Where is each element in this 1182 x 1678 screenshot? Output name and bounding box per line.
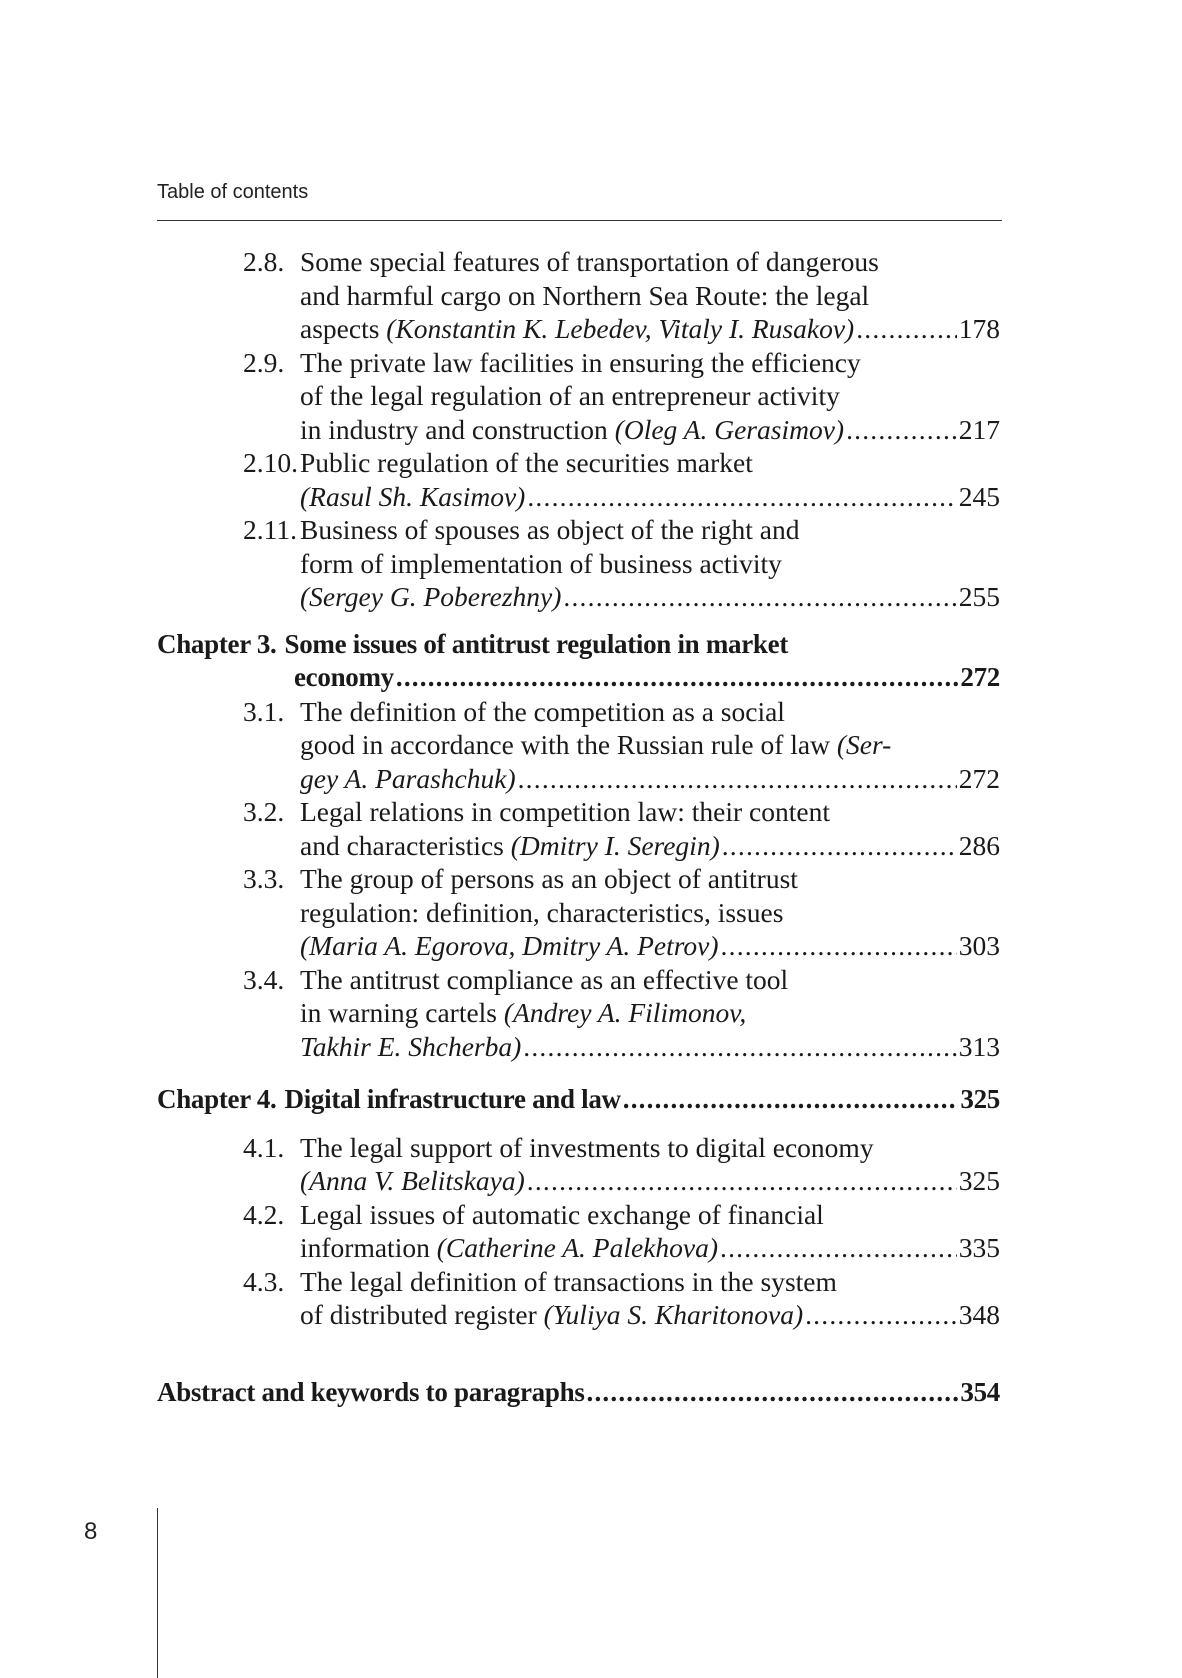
entry-title-cont: good in accordance with the Russian rule of law bbox=[300, 729, 830, 760]
entry-author: (Anna V. Belitskaya) bbox=[300, 1165, 525, 1196]
entry-number: 3.3. bbox=[243, 863, 285, 894]
entry-title: The antitrust compliance as an effective tool bbox=[300, 963, 789, 995]
chapter-page: 325 bbox=[960, 1084, 1000, 1114]
entry-title: Public regulation of the securities market bbox=[300, 447, 753, 478]
entry-title-cont: regulation: definition, characteristics, issues bbox=[300, 896, 784, 928]
entry-author: (Andrey A. Filimonov, bbox=[503, 997, 747, 1028]
entry-page: 335 bbox=[958, 1232, 1000, 1263]
entry-title-cont: and characteristics bbox=[300, 829, 504, 861]
entry-page: 303 bbox=[958, 930, 1000, 961]
toc-entry-4-1[interactable] bbox=[157, 1131, 1000, 1198]
toc-entry-3-2[interactable] bbox=[157, 795, 1000, 862]
entry-author: (Maria A. Egorova, Dmitry A. Petrov) bbox=[300, 930, 719, 961]
entry-title-cont: in warning cartels bbox=[300, 997, 498, 1028]
chapter-number: Chapter 4. bbox=[157, 1084, 277, 1114]
entry-page: 286 bbox=[958, 829, 1000, 861]
entry-number: 3.1. bbox=[243, 695, 285, 727]
dot-leader bbox=[720, 1231, 957, 1265]
entry-title: Legal relations in competition law: their content bbox=[300, 796, 830, 827]
entry-title: The private law facilities in ensuring the efficiency bbox=[300, 346, 861, 378]
entry-title: Business of spouses as object of the right and bbox=[300, 514, 800, 545]
entry-page: 325 bbox=[958, 1165, 1000, 1196]
toc-entry-2-10[interactable] bbox=[157, 446, 1000, 513]
dot-leader bbox=[623, 1083, 959, 1117]
entry-author: (Ser- bbox=[836, 729, 892, 760]
chapter-title: Some issues of antitrust regulation in market bbox=[284, 628, 789, 659]
entry-page: 255 bbox=[958, 581, 1000, 612]
entry-number: 3.4. bbox=[243, 963, 285, 995]
toc-entry-2-9[interactable] bbox=[157, 346, 1000, 447]
dot-leader bbox=[518, 762, 957, 796]
entry-title: The group of persons as an object of antitrust bbox=[300, 863, 798, 894]
toc-entry-2-8[interactable] bbox=[157, 245, 1000, 346]
toc-chapter-4[interactable] bbox=[157, 1083, 1000, 1117]
running-header: Table of contents bbox=[157, 181, 309, 203]
dot-leader bbox=[527, 480, 956, 514]
entry-author: (Dmitry I. Seregin) bbox=[510, 829, 720, 861]
table-of-contents bbox=[157, 245, 1000, 1409]
dot-leader bbox=[856, 312, 957, 346]
dot-leader bbox=[587, 1376, 959, 1410]
entry-page: 348 bbox=[958, 1299, 1000, 1330]
entry-page: 245 bbox=[958, 480, 1000, 512]
entry-author-cont: Takhir E. Shcherba) bbox=[300, 1030, 522, 1062]
entry-page: 178 bbox=[958, 313, 1000, 344]
dot-leader bbox=[563, 580, 956, 614]
entry-title-cont: of distributed register bbox=[300, 1299, 537, 1330]
dot-leader bbox=[523, 1030, 956, 1064]
entry-author: (Sergey G. Poberezhny) bbox=[300, 581, 562, 612]
entry-author: (Yuliya S. Kharitonova) bbox=[543, 1299, 804, 1330]
abstract-page: 354 bbox=[960, 1376, 1000, 1407]
dot-leader bbox=[805, 1298, 957, 1332]
entry-author: (Konstantin K. Lebedev, Vitaly I. Rusakov) bbox=[386, 313, 855, 344]
entry-title: The legal definition of transactions in the system bbox=[300, 1265, 837, 1297]
toc-abstract[interactable] bbox=[157, 1376, 1000, 1410]
header-rule bbox=[157, 220, 1002, 221]
entry-number: 4.3. bbox=[243, 1265, 285, 1297]
entry-author-cont: gey A. Parashchuk) bbox=[300, 762, 516, 794]
folio-rule bbox=[157, 1508, 158, 1678]
entry-title-cont: form of implementation of business activity bbox=[300, 547, 782, 579]
entry-title-cont: of the legal regulation of an entrepreneur activity bbox=[300, 380, 840, 411]
entry-title: Legal issues of automatic exchange of financial bbox=[300, 1198, 824, 1230]
entry-title: Some special features of transportation of dangerous bbox=[300, 246, 879, 277]
entry-number: 4.1. bbox=[243, 1131, 285, 1163]
chapter-number: Chapter 3. bbox=[157, 628, 277, 659]
chapter-title-cont: economy bbox=[294, 662, 394, 692]
entry-title-cont: aspects bbox=[300, 313, 380, 344]
entry-author: (Rasul Sh. Kasimov) bbox=[300, 480, 526, 512]
entry-number: 2.8. bbox=[243, 246, 285, 277]
toc-entry-3-3[interactable] bbox=[157, 862, 1000, 963]
entry-number: 4.2. bbox=[243, 1198, 285, 1230]
entry-title-cont: in industry and construction bbox=[300, 413, 608, 445]
toc-entry-2-11[interactable] bbox=[157, 513, 1000, 614]
entry-author: (Oleg A. Gerasimov) bbox=[614, 413, 845, 445]
toc-chapter-3[interactable] bbox=[157, 628, 1000, 695]
dot-leader bbox=[527, 1164, 957, 1198]
entry-page: 217 bbox=[958, 413, 1000, 445]
entry-number: 2.10. bbox=[243, 447, 298, 478]
dot-leader bbox=[721, 929, 957, 963]
entry-author: (Catherine A. Palekhova) bbox=[436, 1232, 719, 1263]
entry-number: 2.11. bbox=[243, 514, 297, 545]
toc-entry-3-1[interactable] bbox=[157, 695, 1000, 796]
dot-leader bbox=[846, 413, 957, 447]
toc-entry-4-3[interactable] bbox=[157, 1265, 1000, 1332]
toc-entry-3-4[interactable] bbox=[157, 963, 1000, 1064]
chapter-title: Digital infrastructure and law bbox=[284, 1084, 621, 1114]
toc-entry-4-2[interactable] bbox=[157, 1198, 1000, 1265]
dot-leader bbox=[396, 661, 959, 695]
dot-leader bbox=[722, 829, 957, 863]
page-number: 8 bbox=[84, 1518, 98, 1545]
entry-page: 272 bbox=[958, 762, 1000, 794]
entry-title-cont: information bbox=[300, 1232, 430, 1263]
chapter-page: 272 bbox=[960, 662, 1000, 692]
entry-number: 2.9. bbox=[243, 346, 285, 378]
entry-title: The definition of the competition as a social bbox=[300, 695, 785, 727]
abstract-title: Abstract and keywords to paragraphs bbox=[157, 1376, 585, 1407]
entry-number: 3.2. bbox=[243, 796, 285, 827]
entry-title-cont: and harmful cargo on Northern Sea Route: the legal bbox=[300, 279, 870, 311]
entry-title: The legal support of investments to digital economy bbox=[300, 1131, 874, 1163]
entry-page: 313 bbox=[958, 1030, 1000, 1062]
